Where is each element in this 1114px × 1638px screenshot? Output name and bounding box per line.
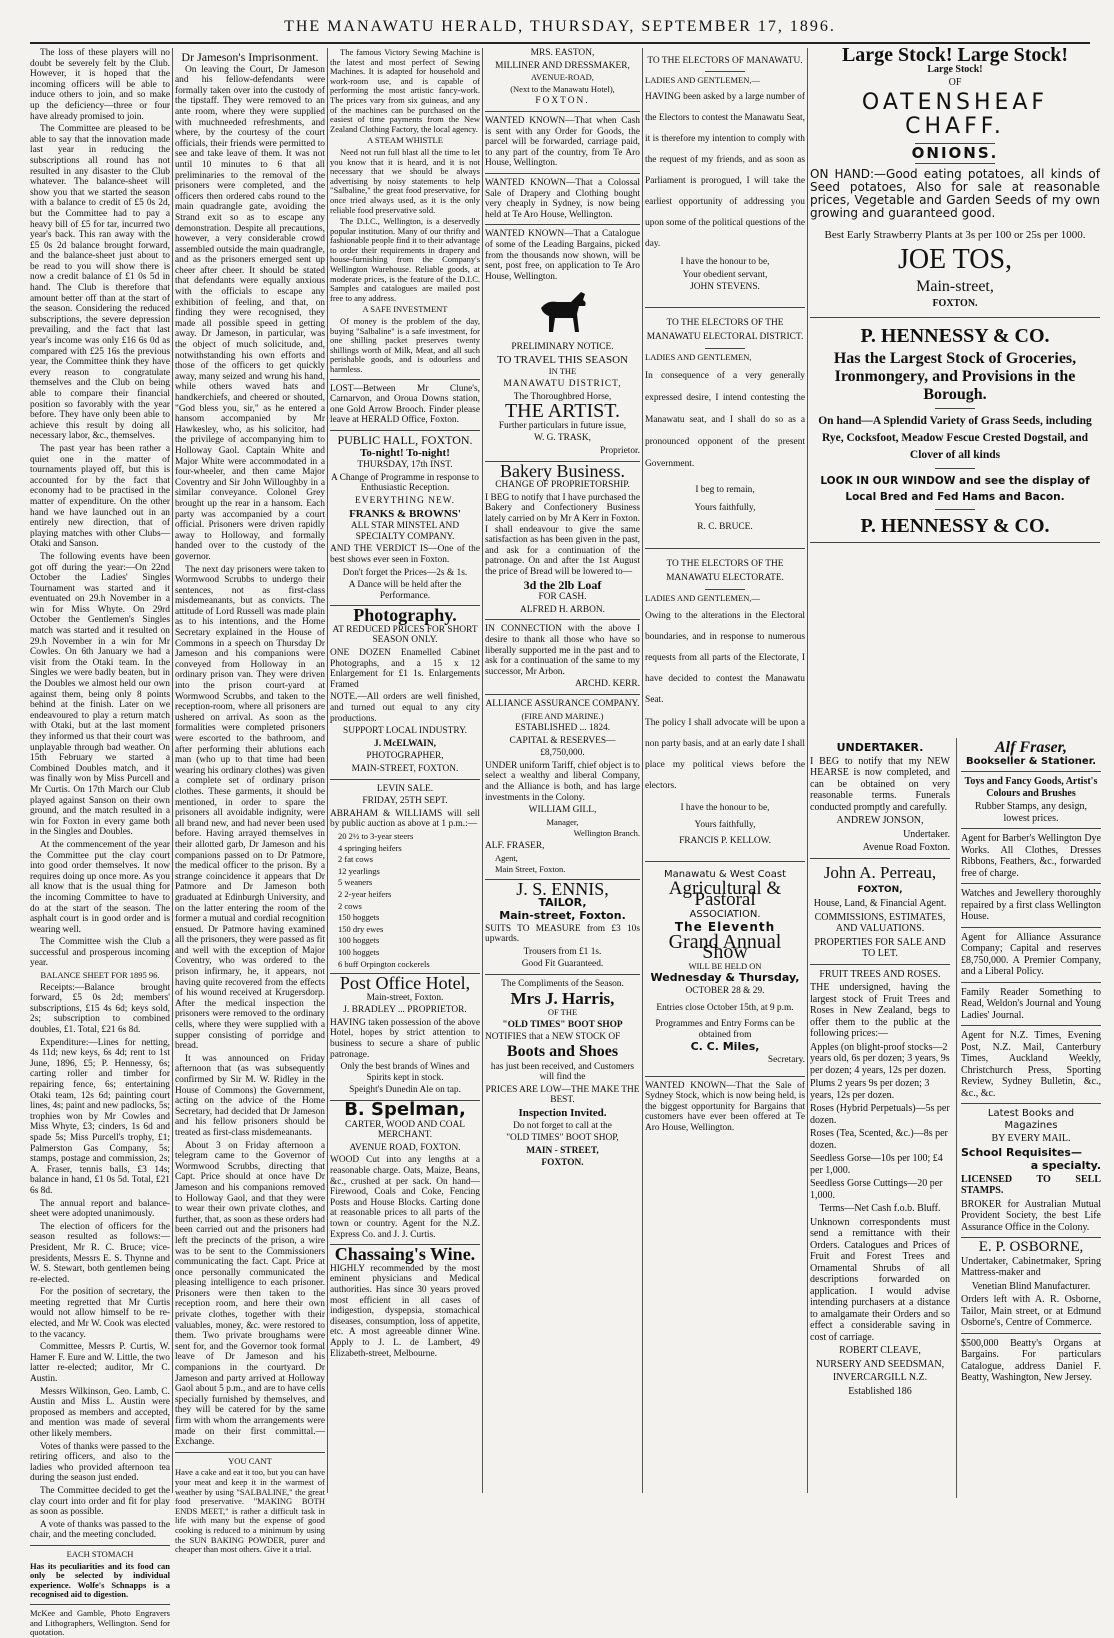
ad-text: Programmes and Entry Forms can be obtained from: [655, 1019, 795, 1040]
ad-heading: The Eleventh: [674, 920, 776, 935]
ad-text: (FIRE AND MARINE.): [521, 710, 604, 721]
ad-text: MAIN - STREET,: [526, 1145, 599, 1156]
ad-text: PROPERTIES FOR SALE AND TO LET.: [814, 936, 946, 959]
ad-text: AVENUE-ROAD,: [531, 72, 594, 83]
ad-text: "OLD TIMES" BOOT SHOP: [502, 1019, 623, 1030]
ad-text: AVENUE ROAD, FOXTON.: [349, 1142, 461, 1153]
section-heading: BALANCE SHEET FOR 1895 96.: [40, 970, 160, 981]
ad-heading: A SAFE INVESTMENT: [362, 304, 448, 315]
fruit-list: [810, 1042, 950, 1202]
ad-text: ANDREW JONSON,: [836, 815, 924, 826]
ad-text: I BEG to notify that I have purchased the Bakery and Confectionery Business lately carried on by Mr A Kerr in Foxton. I shall endeavour to give the same satisfaction as has been given in the past, and ask for a continuation of the patronage. On and after the 1st August the price of Bread will be lowered to—: [485, 492, 640, 577]
ad-text: £8,750,000.: [540, 748, 585, 759]
ad-text: Toys and Fancy Goods, Artist's Colours and Brushes: [964, 776, 1098, 799]
ad-text: $500,000 Beatty's Organs at Bargains. For particulars Catalogue, address Daniel F. Beatty, Washington, New Jersey.: [961, 1337, 1101, 1383]
ad-heading: School Requisites—: [961, 1145, 1082, 1159]
divider: [935, 408, 975, 409]
ad-text: CAPITAL & RESERVES—: [509, 735, 616, 746]
divider: [485, 974, 640, 975]
column-ads-4: [485, 48, 640, 1493]
divider: [961, 1237, 1101, 1238]
paragraph: The loss of these players will no doubt be severely felt by the Club. However, it is hoped that the incoming officers will be able to induce others to join, and so make up the deficiency—three or four have already promised to join.: [30, 48, 170, 122]
list-item: 100 hoggets: [338, 946, 380, 957]
ad-heading: E. P. OSBORNE,: [978, 1239, 1084, 1255]
ad-heading: Large Stock!: [927, 63, 983, 75]
ad-text: ON HAND:—Good eating potatoes, all kinds of Seed potatoes, Also for sale at reasonable prices, Vegetable and Garden Seeds of my own growing and guaranteed good.: [810, 167, 1100, 220]
column-divider: [642, 48, 643, 1493]
divider: [645, 548, 805, 549]
ad-text: Undertaker.: [903, 828, 950, 840]
column-electors: [645, 48, 805, 1493]
paragraph: On leaving the Court, Dr Jameson and his fellow-defendants were formally taken over into the custody of the tipstaff. They were removed to an ante room, where they were supplied with muchneeded refreshments, and where, by the courtesy of the court officials, their friends were permitted to see and take leave of them. It was not until 10 minutes to 6 that all preliminaries to the removal of the prisoners were completed, and the officers then ordered cabs round to the main quadrangle gate, avoiding the Strand exit so as to escape any demonstration. Despite all precautions, however, a very considerable crowd assembled outside the main quadrangle, and as the prisoners emerged sent up cheer after cheer. It should be stated that defendants were equally anxious with the officials to escape any exhibition of feeling, and that, on finding they were recognised, they made all possible speed in getting away. Dr Jameson, in particular, was the object of much solicitude, and, notwithstanding his own efforts and those of the officers to get quickly away, many seized and wrung his hand, while others waved hats and handkerchiefs, and cheered or shouted, "God bless you, sir," as he entered a hansom accompanied by Mr Hawkesley, who, as his solicitor, had the privilege of accompanying him to Holloway Gaol. Captain White and Major White were accommodated in a four-wheeler, and then came Major Coventry and Sir John Willoughby in a similar conveyance. Colonel Grey brought up the rear in a hansom. Each party was accompanied by a court official. Prisoners were driven rapidly away to Holloway, and formally handed over to the custody of the governor.: [175, 64, 325, 562]
ad-text: NOTIFIES that a NEW STOCK OF: [485, 1032, 621, 1043]
divider: [175, 1452, 325, 1453]
divider: [961, 927, 1101, 928]
ad-text: FOXTON.: [541, 1158, 584, 1169]
ad-heading: 3d the 2lb Loaf: [523, 577, 602, 592]
ad-text: Don't forget the Prices—2s & 1s.: [342, 567, 468, 578]
ad-heading: Agricultural & Pastoral: [668, 878, 782, 910]
list-item: Plums 2 years 9s per dozen; 3 years, 12s per dozen.: [810, 1078, 930, 1101]
ad-text: BY EVERY MAIL.: [991, 1133, 1071, 1144]
ad-text: SUPPORT LOCAL INDUSTRY.: [342, 726, 468, 737]
divider: [705, 71, 745, 72]
ad-text: Agent for N.Z. Times, Evening Post, N.Z. Mail, Canterbury Times, Auckland Weekly, Christchurch Press, Sporting Review, Sydney Bulletin, &c., &c., &c.: [961, 1030, 1101, 1099]
ad-text: WILLIAM GILL,: [528, 805, 597, 816]
ad-text: R. C. BRUCE.: [697, 521, 753, 532]
ad-heading: FRANKS & BROWNS': [349, 507, 461, 520]
paragraph: Committee, Messrs P. Curtis, W. Hamer F. Eure and W. Little, the two latter re-elected; auditor, Mr C. Austin.: [30, 1342, 170, 1385]
ad-text: UNDER uniform Tariff, chief object is to select a wealthy and liberal Company, and the Alliance is both, and has large investments in the Colony.: [485, 760, 640, 803]
divider: [915, 163, 995, 164]
ad-text: Only the best brands of Wines and Spirits kept in stock.: [340, 1062, 470, 1083]
ad-text: MAIN-STREET, FOXTON.: [351, 764, 459, 774]
ad-text: I have the honour to be,: [680, 802, 770, 813]
ad-text: OF: [948, 77, 962, 88]
ad-heading: Photography.: [353, 605, 457, 626]
ad-text: Main Street, Foxton.: [495, 864, 566, 875]
divider: [485, 111, 640, 112]
stock-list: [330, 832, 480, 969]
column-jameson: [175, 48, 325, 1555]
ad-text: Agent for Alliance Assurance Company; Capital and reserves £8,750,000. A Premier Company, and a Liberal Policy.: [961, 931, 1101, 977]
ad-text: ALFRED H. ARBON.: [520, 604, 605, 615]
divider: [810, 858, 950, 859]
ad-text: Manager,: [546, 816, 579, 827]
ad-text: W. G. TRASK,: [533, 433, 592, 444]
ad-heading: Grand Annual Show: [668, 930, 782, 964]
ad-heading: John A. Perreau,: [823, 862, 937, 882]
ad-text: ABRAHAM & WILLIAMS will sell by public auction as above at 1 p.m.:—: [330, 808, 480, 830]
paragraph: Messrs Wilkinson, Geo. Lamb, C. Austin and Miss L. Austin were proposed as members and accepted, and mention was made of several other likely members.: [30, 1386, 170, 1439]
divider: [485, 619, 640, 620]
paragraph: At the commencement of the year the Committee put the clay court into good order themselves. It now requires doing up once more. As you all know that is the usual thing for the incoming Committee to have to do at the start of the season. The asphalt court is in good order and is wearing well.: [30, 839, 170, 935]
ad-text: WANTED KNOWN—That a Colossal Sale of Drapery and Clothing bought very cheaply in Sydney, is now being held at Te Aro House, Wellington.: [485, 177, 640, 220]
ad-heading: Chassaing's Wine.: [334, 1244, 476, 1265]
paragraph: A vote of thanks was passed to the chair, and the meeting concluded.: [30, 1519, 170, 1541]
ad-text: In consequence of a very generally expressed desire, I intend contesting the Manawatu seat, and I shall do so as a pronounced opponent of the present Government.: [645, 370, 805, 469]
ad-text: Yours faithfully,: [694, 503, 756, 514]
column-ads-3: [330, 48, 480, 1493]
ad-text: A Change of Programme in response to Enthusiastic Reception.: [331, 472, 479, 494]
ad-heading: J. S. ENNIS,: [516, 878, 609, 899]
ad-heading: FRUIT TREES AND ROSES.: [819, 968, 941, 980]
paragraph: The following events have been got off during the year:—On 22nd October the Ladies' Singles Tournament was started and it eventuated on 29.h November in a win for Miss Whyte. On 29rd October the Gentlemen's Singles match was started and it resulted on 29.h November in a win for Mr Cowles. On 6th January we had a visit from the Otaki team. In the Singles we were badly beaten, but in the Doubles we almost held our own against them, being only 8 points behind at the finish. Later on we endeavoured to play a return match with Otaki, but at the last moment they informed us that their court was unplayable through bad weather. On 15th February we started a Combined Doubles match, and it was finally won by Miss Purcell and Mr Curtis. On 17th March our Club played against Sanson on their own ground, and the match resulted in a win for Foxton in every game both in the Singles and Doubles.: [30, 551, 170, 838]
ad-heading: Bookseller & Stationer.: [965, 755, 1096, 767]
divider: [961, 883, 1101, 884]
list-item: Roses (Tea, Scented, &c.)—8s per dozen.: [810, 1128, 948, 1151]
list-item: 2 2-year heifers: [338, 888, 392, 899]
paragraph: The election of officers for the season resulted as follows:—President, Mr R. C. Bruce; vice-presidents, Messrs E. S. Thynne and W. S. Stewart, both gentlemen being re-elected.: [30, 1221, 170, 1285]
ad-text: Secretary.: [767, 1055, 805, 1066]
ad-text: ONE DOZEN Enamelled Cabinet Photographs, and a 15 x 12 Enlargement for £1 1s. Enlargements Framed: [330, 648, 480, 690]
undertaker-ad: [810, 738, 950, 1399]
divider: [330, 430, 480, 431]
ad-text: ROBERT CLEAVE,: [839, 1345, 921, 1356]
ad-heading: PUBLIC HALL, FOXTON.: [337, 432, 473, 447]
ad-text: WANTED KNOWN—That a Catalogue of some of the Leading Bargains, picked from the thousands now shown, will be sent, post free, on application to Te Aro House, Wellington.: [485, 229, 640, 282]
ad-text: INVERCARGILL N.Z.: [832, 1372, 928, 1383]
ad-heading: J. McELWAIN,: [374, 738, 436, 749]
paragraph: The famous Victory Sewing Machine is the latest and most perfect of Sewing Machines. It is adapted for household and work-room use, and is capable of performing the most artistic fancy-work. The prices vary from six guineas, and any of the machines can be purchased on the easiest of time payments from the New Zealand Clothing Factory, the local agency.: [330, 47, 480, 134]
ad-heading: YOU CANT: [228, 1455, 272, 1466]
ad-text: BROKER for Australian Mutual Provident Society, the best Life Assurance Office in the Colony.: [961, 1198, 1101, 1233]
horse-icon: [533, 288, 593, 336]
column-ads-6: [810, 44, 1101, 1493]
list-item: 6 buff Orpington cockerels: [338, 958, 430, 969]
ad-text: Family Reader Something to Read, Weldon's Journal and Young Ladies' Journal.: [961, 986, 1101, 1021]
divider: [30, 1604, 170, 1605]
list-item: 2 cows: [338, 900, 362, 911]
ad-text: CHANGE OF PROPRIETORSHIP.: [495, 480, 630, 491]
paragraph: The next day prisoners were taken to Wormwood Scrubbs to undergo their sentences, not as first-class misdemeanants, but as convicts. The attitude of Lord Russell was made plain as to his intentions, and the Home Secretary explained in the House of Commons in a speech on Thursday Dr Jameson and his companions were conveyed from Holloway in an ordinary prison van. They were driven into the prison court-yard at Wormwood Scrubbs, and taken to the reception-room, where all prisoners are ushered on arrival. As soon as the formalities were completed prisoners were escorted to the bathroom, and after performing their ablutions each man (who up to that time had been wearing his ordinary clothes) was given a complete set of ordinary prison clothes. These garments, it should be mentioned, in order to spare the prisoners all avoidable indignity, were all brand new, and had never been used before. Having arrayed themselves in their allotted garb, Dr Jameson and his companions passed on to Dr Patmore, the medical officer to the prison. By a strange coincidence it appears that Dr Patmore and Dr Jameson both graduated at Edinburgh University, and on the latter entering the room of the former a mutual and cordial recognition ensued. Dr Patmore having examined all the prisoners, they were passed as fit and well with the exception of Major Coventry, who was ordered to the prison infirmary, he, it appears, not having quite recovered from the effects of his wound received at Krugersdorp. After the medical inspection the prisoners were removed to the ordinary cells, where they were supplied with a supper consisting of porridge and bread.: [175, 564, 325, 1052]
list-item: 2 fat cows: [338, 854, 373, 865]
list-item: 100 hoggets: [338, 935, 380, 946]
ad-text: FOXTON.: [535, 96, 590, 107]
ad-heading: TO TRAVEL THIS SEASON: [496, 353, 629, 366]
divider: [645, 1076, 805, 1077]
ad-text: McKee and Gamble, Photo Engravers and Lithographers, Wellington. Send for quotation.: [30, 1607, 170, 1638]
ad-text: Main-street, Foxton.: [499, 909, 626, 922]
paragraph: The D.I.C., Wellington, is a deservedly popular institution. Many of our thrifty and fashionable people find it to their advantage to order their requirements in drapery and house-furnishing from the Company's Wellington Warehouse. Reliable goods, at moderate prices, is the feature of the D.I.C. Samples and catalogues are mailed post free to any address.: [330, 216, 480, 303]
ad-text: Manawatu & West Coast: [663, 868, 787, 880]
ad-text: AND THE VERDICT IS—One of the best shows ever seen in Foxton.: [330, 544, 480, 565]
ad-text: LICENSED TO SELL STAMPS.: [961, 1173, 1101, 1196]
divider: [935, 468, 975, 469]
column-tennis-report: [30, 48, 170, 1638]
ad-text: Wednesday & Thursday,: [650, 971, 800, 985]
divider: [961, 1333, 1101, 1334]
ad-text: Trousers from £1 1s.: [523, 946, 602, 957]
ad-heading: Alf Fraser,: [994, 739, 1067, 756]
ad-text: WANTED KNOWN—That the Sale of Sydney Stock, which is now being held, is the biggest opportunity for Bargains that customers have ever been offered at Te Aro House, Wellington.: [645, 1080, 805, 1133]
ad-text: Terms—Net Cash f.o.b. Bluff.: [819, 1203, 941, 1214]
column-divider: [807, 48, 808, 1493]
ad-heading: P. HENNESSY & CO.: [860, 325, 1050, 347]
ad-text: has just been received, and Customers will find the: [490, 1061, 635, 1083]
ad-text: LADIES AND GENTLEMEN,—: [645, 593, 760, 604]
ad-text: I beg to remain,: [695, 484, 755, 495]
ad-text: Avenue Road Foxton.: [862, 842, 950, 853]
ad-text: ARCHD. KERR.: [575, 679, 640, 690]
column-divider: [327, 48, 328, 1493]
ad-text: OCTOBER 28 & 29.: [685, 986, 765, 997]
ad-text: AT REDUCED PRICES FOR SHORT SEASON ONLY.: [332, 624, 478, 646]
ad-heading: Boots and Shoes: [506, 1042, 619, 1060]
divider: [705, 589, 745, 590]
bookseller-ad: [956, 738, 1101, 1498]
ad-heading: Mrs J. Harris,: [510, 988, 615, 1008]
divider: [810, 542, 1100, 543]
ad-text: MANAWATU DISTRICT,: [503, 379, 622, 390]
column-divider: [172, 48, 173, 1493]
divider: [645, 861, 805, 862]
ad-text: (Next to the Manawatu Hotel),: [510, 83, 615, 94]
ad-heading: THE ARTIST.: [504, 400, 621, 423]
ad-text: Venetian Blind Manufacturer.: [971, 1280, 1091, 1292]
ad-text: LADIES AND GENTLEMEN,: [645, 351, 752, 362]
divider: [961, 1103, 1101, 1104]
lost-notice: LOST—Between Mr Clune's, Carnarvon, and Oroua Downs station, one Gold Arrow Brooch. Finder please leave at HERALD Office, Foxton.: [330, 383, 480, 426]
ad-text: TAILOR,: [538, 896, 587, 910]
paragraph: The annual report and balance-sheet were adopted unanimously.: [30, 1198, 170, 1220]
ad-heading: Large Stock! Large Stock!: [841, 44, 1069, 66]
list-item: Apples (on blight-proof stocks—2 years old, 6s per dozen; 3 years, 9s per dozen; 4 years, 12s per dozen.: [810, 1041, 950, 1076]
paragraph: Need not run full blast all the time to let you know that it is heard, and it is not necessary that we should be always advertising by noisy statements to help "Salbaline," the great food preservative, for once tried always used, as it is the only reliable food preservative sold.: [330, 146, 480, 215]
divider: [961, 1025, 1101, 1026]
divider: [961, 828, 1101, 829]
ad-text: The Thoroughbred Horse,: [513, 391, 612, 402]
ad-heading: Post Office Hotel,: [339, 973, 471, 994]
ad-text: Proprietor.: [600, 446, 640, 457]
list-item: 5 weaners: [338, 877, 373, 888]
ad-heading: B. Spelman,: [344, 1099, 466, 1121]
ad-text: Further particulars in future issue,: [498, 420, 627, 431]
paragraph: The Committee decided to get the clay court into order and fit for play as soon as possible.: [30, 1485, 170, 1518]
ad-text: EVERYTHING NEW.: [354, 495, 456, 506]
ad-text: HIGHLY recommended by the most eminent physicians and Medical authorities. Has since 30 years proved most efficient in all cases of indigestion, dyspepsia, stomachical diseases, consumption, loss of appetite, etc. A most agreeable dinner Wine. Apply to J. L. de Lambert, 49 Elizabeth-street, Melbourne.: [330, 1263, 480, 1359]
ad-text: OF THE: [547, 1007, 578, 1018]
ad-text: IN CONNECTION with the above I desire to thank all those who have so liberally supported me in the past and to ask for a continuation of the same to my successor, Mr Arbon.: [485, 624, 640, 677]
ad-text: Main-street, Foxton.: [366, 992, 444, 1003]
divider: [810, 317, 1100, 318]
ad-heading: JOE TOS,: [897, 243, 1013, 275]
ad-text: The Compliments of the Season.: [501, 978, 624, 989]
ad-text: THE undersigned, having the largest stock of Fruit Trees and Roses in New Zealand, begs to offer them to the public at the following prices:—: [810, 982, 950, 1039]
paragraph: The Committee wish the Club a successful and prosperous incoming year.: [30, 937, 170, 969]
ad-heading: Inspection Invited.: [518, 1106, 607, 1119]
ad-text: WANTED KNOWN—That when Cash is sent with any Order for Goods, the parcel will be forwarded, carriage paid, to any part of the country, from Te Aro House, Wellington.: [485, 115, 640, 169]
ad-heading: ONIONS.: [911, 143, 999, 162]
ad-heading: TO THE ELECTORS OF THE MANAWATU ELECTORATE.: [666, 559, 784, 584]
divider: [961, 771, 1101, 772]
ad-text: Undertaker, Cabinetmaker, Spring Mattress-maker and: [961, 1255, 1101, 1278]
ad-text: Owing to the alterations in the Electoral boundaries, and in response to numerous requests from all parts of the Electorate, I have decided to contest the Manawatu Seat.: [645, 610, 805, 705]
ad-text: Have a cake and eat it too, but you can have your meat and keep it in the warmest of weather by using "SALBALINE," the great food preservative. "MAKING BOTH ENDS MEET," is rather a difficult task in life with many but the expense of good cooking is reduced to a minimum by using the SUN BAKING POWDER, purer and cheaper than most others. Give it a trial.: [175, 1467, 325, 1555]
paragraph: Of money is the problem of the day, buying "Salbaline" is a safe investment, for one shilling packet preserves twenty shillings worth of Milk, Meat, and all such perishable goods, and is odourless and harmless.: [330, 316, 480, 374]
paragraph: Votes of thanks were passed to the retiring officers, and also to the ladies who provided afternoon tea during the season just ended.: [30, 1441, 170, 1484]
divider: [330, 779, 480, 780]
ad-text: Agent for Barber's Wellington Dye Works. All Clothes, Dresses Ribbons, Feathers, &c., forwarded free of charge.: [961, 833, 1101, 879]
ad-heading: Latest Books and Magazines: [987, 1108, 1075, 1131]
list-item: 20 2½ to 3-year steers: [338, 830, 414, 841]
ad-text: Yours faithfully,: [694, 819, 756, 830]
ad-text: HAVING taken possession of the above Hotel, hopes by strict attention to business to secure a share of public patronage.: [330, 1017, 480, 1060]
paragraph: Receipts:—Balance brought forward, £5 0s 2d; members' subscriptions, £15 4s 6d; keys sold, 2s; subscription to combined doubles, £1. Total, £21 6s 8d.: [30, 982, 170, 1036]
ad-text: PRICES ARE LOW—THE MAKE THE BEST.: [485, 1084, 640, 1106]
ad-text: I have the honour to be,: [680, 257, 770, 268]
ad-text: Your obedient servant,: [682, 269, 768, 280]
ad-text: JOHN STEVENS.: [690, 282, 760, 293]
ad-text: THURSDAY, 17th INST.: [357, 460, 453, 471]
ad-text: ALL STAR MINSTEL AND SPECIALTY COMPANY.: [350, 521, 460, 542]
ad-text: Agent,: [495, 852, 518, 863]
paragraph: Expenditure:—Lines for netting, 4s 11d; new keys, 6s 4d; rent to 1st June, 1896, £5; P. Hennessy, 6s; carting roller and timber for repairing fence, 6s; entertaining Otaki team, 12s 6d; painting court lines, 4s; paint and new padlocks, 5s; trophies won by Mr Cowles and Miss Whyte, £3; cinders, 1s 6d and spade 5s; Miss Purcell's trophy, £1; Palmerston Gas Company, 5s; stamps, postage and commission, 2s; A. Fraser, tennis balls, £3 14s; balance in hand, £1 0s 5d. Total, £21 6s 8d.: [30, 1037, 170, 1196]
ad-text: Orders left with A. R. Osborne, Tailor, Main street, or at Edmund Osborne's, Centre of Commerce.: [961, 1294, 1101, 1328]
ad-heading: Has the Largest Stock of Groceries, Ironmongery, and Provisions in the Borough.: [833, 350, 1077, 403]
ad-heading: ALLIANCE ASSURANCE COMPANY.: [485, 698, 640, 709]
ad-text: J. BRADLEY ... PROPRIETOR.: [343, 1005, 467, 1016]
ad-text: I BEG to notify that my NEW HEARSE is now completed, and can be obtained on very reasonable terms. Funerals conducted promptly and carefully.: [810, 755, 950, 813]
ad-text: ALF. FRASER,: [485, 841, 545, 852]
paragraph: It was announced on Friday afternoon that (as was subsequently confirmed by Sir M. W. Ridley in the House of Commons) the Government, acting on the advice of the Home Secretary, had decided that Dr Jameson and his fellow prisoners should be treated as first-class misdemeanants.: [175, 1053, 325, 1138]
ad-text: The policy I shall advocate will be upon a non party basis, and at an early date I shall place my political views before the electors.: [645, 717, 805, 791]
ad-text: Entries close October 15th, at 9 p.m.: [656, 1002, 794, 1013]
list-item: Seedless Gorse Cuttings—20 per 1,000.: [810, 1178, 943, 1201]
ad-heading: Bakery Business.: [500, 460, 625, 481]
ad-text: Unknown correspondents must send a remittance with their Orders. Catalogues and Prices of Fruit and Forest Trees and Ornamental Shrubs of all descriptions forwarded on application. I would advise intending purchasers at a distance to amalgamate their Orders and so effect a considerable saving in cost of carriage.: [810, 1216, 950, 1343]
divider: [330, 379, 480, 380]
ad-heading: P. HENNESSY & CO.: [860, 515, 1050, 537]
ad-heading: A STEAM WHISTLE: [367, 135, 443, 146]
ad-text: Speight's Dunedin Ale on tap.: [349, 1085, 461, 1096]
divider: [810, 964, 950, 965]
divider: [485, 694, 640, 695]
ad-heading: PRELIMINARY NOTICE.: [511, 342, 614, 353]
ad-text: Wellington Branch.: [573, 828, 640, 839]
ad-heading: LEVIN SALE.: [376, 783, 434, 794]
ad-text: HAVING been asked by a large number of the Electors to contest the Manawatu Seat, it is therefore my intention to comply with the request of my friends, and as soon as Parliament is prorogued, I will take the earliest opportunity of addressing you upon some of the political questions of the day.: [645, 92, 805, 250]
ad-text: "OLD TIMES" BOOT SHOP,: [506, 1133, 619, 1144]
ad-heading: OATENSHEAF CHAFF.: [861, 89, 1049, 139]
list-item: Seedless Gorse—10s per 100; £4 per 1,000.: [810, 1153, 943, 1176]
ad-heading: EACH STOMACH: [66, 1548, 134, 1559]
ad-text: COMMISSIONS, ESTIMATES, AND VALUATIONS.: [814, 911, 946, 934]
ad-text: CARTER, WOOD AND COAL MERCHANT.: [344, 1119, 466, 1141]
paragraph: For the position of secretary, the meeting regretted that Mr Curtis would not allow himself to be re-elected, and Mr W. Cook was elected to the vacancy.: [30, 1287, 170, 1340]
ad-text: ASSOCIATION.: [689, 908, 761, 920]
list-item: 150 hoggets: [338, 912, 380, 923]
column-divider: [482, 48, 483, 1493]
ad-text: House, Land, & Financial Agent.: [813, 898, 947, 909]
list-item: 4 springing heifers: [338, 842, 402, 853]
ad-text: FOXTON.: [932, 297, 978, 309]
ad-text: Rubber Stamps, any design, lowest prices.: [975, 801, 1087, 824]
ad-text: FRIDAY, 25TH SEPT.: [362, 796, 448, 807]
ad-text: Main-street,: [916, 277, 994, 295]
ad-text: IN THE: [548, 366, 577, 377]
ad-text: LOOK IN OUR WINDOW and see the display of Local Bred and Fed Hams and Bacon.: [820, 475, 1090, 503]
ad-heading: To-night! To-night!: [360, 446, 450, 459]
ad-text: FOXTON,: [857, 884, 903, 895]
masthead: THE MANAWATU HERALD, THURSDAY, SEPTEMBER 17, 1896.: [284, 18, 836, 35]
paragraph: About 3 on Friday afternoon a telegram came to the Governor of Wormwood Scrubbs, directing that Capt. Price should at once have Dr Jameson and his companions removed to Holloway Gaol, and that they were to wear their own private clothes, and further, that, as soon as these orders had been carried out and the prisoners had left the precincts of the prison, a wire was to be sent to the Commissioners communicating the fact. Capt. Price at once personally communicated the pleasing intelligence to each prisoner. Prisoners were then taken to the reception room, and here their own private clothes, together with their valuables, money, &c. were restored to them. Two private broughams were sent for, and the Governor took formal leave of Dr Jameson and his companions in the courtyard. Dr Jameson and party arrived at Holloway Gaol about 5 p.m., and are to have cells specially furnished by themselves, and they will be catered for by the same firm with whom the arrangements were made on their first committal.—Exchange.: [175, 1140, 325, 1448]
divider: [645, 307, 805, 308]
ad-heading: TO THE ELECTORS OF THE MANAWATU ELECTORAL DISTRICT.: [646, 317, 804, 342]
ad-text: NURSERY AND SEEDSMAN,: [815, 1358, 945, 1370]
ad-text: C. C. Miles,: [690, 1040, 760, 1054]
ad-text: LADIES AND GENTLEMEN,—: [645, 74, 760, 85]
ad-text: ESTABLISHED ... 1824.: [514, 723, 611, 734]
divider: [935, 509, 975, 510]
ad-text: Good Fit Guaranteed.: [521, 959, 604, 970]
ad-heading: a specialty.: [1030, 1159, 1101, 1172]
ad-text: Has its peculiarities and its food can only be selected by individual experience. Wolfe's Schnapps is a recognised aid to digestion.: [30, 1560, 170, 1600]
list-item: 150 dry ewes: [338, 923, 384, 934]
ad-text: PHOTOGRAPHER,: [366, 751, 444, 762]
ad-text: SUITS TO MEASURE from £3 10s upwards.: [485, 923, 640, 945]
paragraph: The past year has been rather a quiet one in the matter of tournaments played off, but this is accounted for by the fact that economy had to be practised in the matter of expenditure. On the other hand we have launched out in an entirely new direction, that of playing matches with other Clubs—Otaki and Sanson.: [30, 443, 170, 550]
ad-text: NOTE.—All orders are well finished, and turned out equal to any city productions.: [330, 692, 480, 724]
ad-text: WILL BE HELD ON: [688, 960, 762, 971]
divider: [961, 982, 1101, 983]
ad-text: FRANCIS P. KELLOW.: [679, 836, 771, 847]
list-item: Roses (Hybrid Perpetuals)—5s per dozen.: [810, 1103, 950, 1126]
ad-text: Established 186: [848, 1385, 912, 1397]
ad-heading: MRS. EASTON,: [530, 48, 595, 58]
divider: [485, 224, 640, 225]
ad-heading: UNDERTAKER.: [836, 741, 924, 754]
ad-text: Watches and Jewellery thoroughly repaired by a first class Wellington House.: [961, 888, 1101, 922]
article-title: Dr Jameson's Imprisonment.: [181, 50, 319, 64]
ad-text: On hand—A Splendid Variety of Grass Seeds, including Rye, Cocksfoot, Meadow Fescue Crested Dogstail, and Clover of all kinds: [818, 415, 1092, 461]
ad-text: WOOD Cut into any lengths at a reasonable charge. Oats, Maize, Beans, &c., crushed at per sack. On hand—Firewood, Coals and Coke, Fencing Posts and House Blocks. Carting done at reasonable prices to all parts of the town or country. Agent for the N.Z. Express Co. and J. J. Curtis.: [330, 1155, 480, 1240]
list-item: 12 yearlings: [338, 865, 380, 876]
divider: [705, 348, 745, 349]
ad-text: A Dance will be held after the Performance.: [348, 580, 462, 601]
ad-text: MILLINER AND DRESSMAKER,: [495, 60, 630, 71]
ad-heading: TO THE ELECTORS OF MANAWATU.: [647, 56, 803, 66]
divider: [30, 1545, 170, 1546]
ad-text: FOR CASH.: [538, 592, 587, 603]
ad-text: Do not forget to call at the: [513, 1120, 612, 1131]
paragraph: The Committee are pleased to be able to say that the innovation made last year in reducing the subscriptions all round has not resulted in any disaster to the Club whatever. The balance-sheet will show you that we started the season with a balance to credit of £5 0s 2d, but the Committee had to pay a heavy bill of £5 for tar, incurred two year's back. This ran away with the £5 0s 2d balance brought forward, and the balance-sheet just about to be read to you will show there is now a credit balance of £1 0s 5d in hand. The Club is therefore that amount better off than at the start of the season. Considering the reduced subscriptions, the severe depression prevailing, and the fact that last year's income was only £16 6s 0d as compared with £25 16s the previous year, the Committee think they have every reason to congratulate themselves and the Club on being able to compare their financial position so favorably with the year before. They have only been able to achieve this result by doing all necessary labor, &c., themselves.: [30, 124, 170, 442]
divider: [485, 173, 640, 174]
ad-text: Best Early Strawberry Plants at 3s per 100 or 25s per 1000.: [824, 229, 1086, 241]
